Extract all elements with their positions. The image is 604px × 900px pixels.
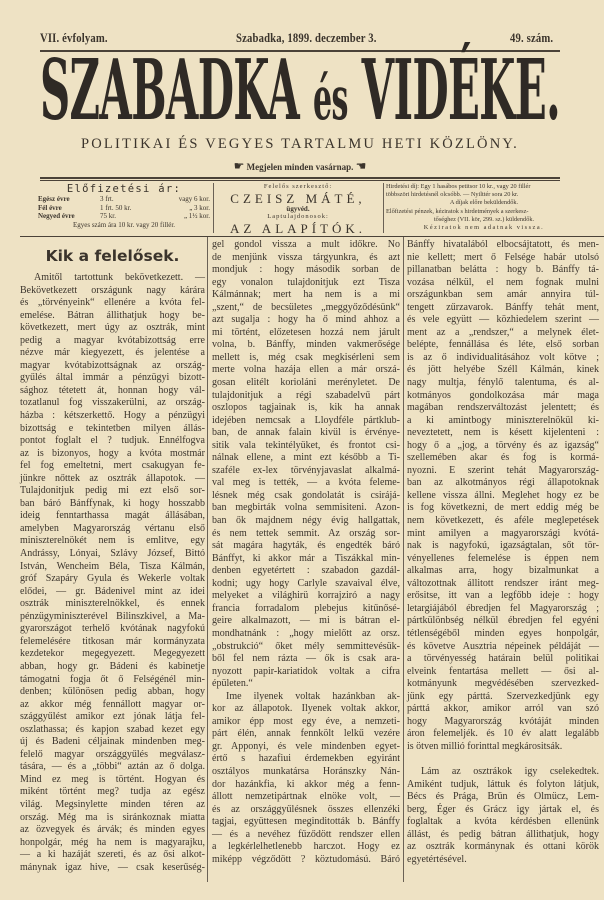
ads-text: Kéziratok nem adatnak vissza. xyxy=(423,224,545,232)
text-line: abban, hogy gr. Bádeni és kabinetje xyxy=(20,660,205,672)
text-line: párt élén, annak fennkölt lelkű vezére xyxy=(212,728,400,740)
column-divider xyxy=(403,237,404,882)
text-line: nem következett, és aféle meglepetések xyxy=(407,515,599,527)
text-line: nyozni. E szerint tehát Magyarország- xyxy=(407,464,599,476)
text-line: alkalmas arra, hogy bizalmunkat a xyxy=(407,565,599,577)
text-line: magában rendszerváltozást jelentett; és xyxy=(407,402,599,414)
text-line: az özvegyek és árvák; és minden egyes xyxy=(20,824,205,836)
text-line: kor az állapotok. Ilyenek voltak akkor, xyxy=(212,703,400,715)
issue-number: 49. szám. xyxy=(510,30,554,45)
text-line: ban, de annak falain kivül is érvénye- xyxy=(212,427,400,439)
dateline: Szabadka, 1899. deczember 3. xyxy=(236,30,377,45)
publication-note-text: Megjelen minden vasárnap. xyxy=(246,162,354,172)
text-line: magyar kvótabizottságnak az ország- xyxy=(20,359,205,371)
pointing-hand-right-icon: ☛ xyxy=(233,159,245,173)
text-line: denben egyetértett : szabadon gazdál- xyxy=(212,565,400,577)
text-line: szellemében akar és fog is kormá- xyxy=(407,452,599,464)
text-line: pontot foglalt el ? tudjuk. Ennélfogva xyxy=(20,435,205,447)
single-copy-price: Egyes szám ára 10 kr. vagy 20 fillér. xyxy=(72,220,176,229)
text-line: a törvényesség határain belül politikai xyxy=(407,653,599,665)
article-column-3 xyxy=(407,239,599,866)
text-line: miniszterelnökét nem is emlitve, egy xyxy=(20,535,205,547)
text-line: amelyben Magyarország vértanu első xyxy=(20,522,205,534)
column-divider xyxy=(207,237,208,882)
text-line: Tulajdonitjuk pedig mi ezt első sor- xyxy=(20,485,205,497)
text-line: vényellenes felemelése is éppen nem xyxy=(407,552,599,564)
text-line: lésnek még csak gondolatát is csirájá- xyxy=(212,489,400,501)
text-line: elveink fentartása mellett — ősi al- xyxy=(407,665,599,677)
owners: AZ ALAPÍTÓK. xyxy=(229,220,367,236)
text-line: berg, Éger és Grácz igy jártak el, és xyxy=(407,803,599,815)
text-line: szággyűlést amikor ezt jónak látja fel- xyxy=(20,711,205,723)
text-line: pártkülönbség nélkül ébredjen fel egyéni xyxy=(407,615,599,627)
text-line: oszlathassa; és kapjon szabad kezet egy xyxy=(20,723,205,735)
text-line: nagy multja, fénylő talentuma, és al- xyxy=(407,377,599,389)
text-line: kotmányos gondolkozása már maga xyxy=(407,389,599,401)
text-line: hogy ő a „jog, a törvény és az igazság“ xyxy=(407,439,599,451)
text-line: Amitől tartottunk bekövetkezett. — xyxy=(34,272,205,283)
text-line: ban az alkotmányos régi állapotoknak xyxy=(407,477,599,489)
text-line: pedig a magyar kvótabizottság erre xyxy=(20,334,205,346)
text-line: azt sugalja : hogy ha ő mind ahhoz a xyxy=(212,314,400,326)
article-column-1 xyxy=(20,272,205,874)
box-divider xyxy=(213,183,214,233)
text-line: áron felemeljék. és 10 év alatt legalább xyxy=(407,728,599,740)
text-line: sitik vala tekintélyüket, és frontot csi- xyxy=(212,439,400,451)
title-end: VIDÉKE. xyxy=(361,42,560,140)
text-line: kodni; ugy hogy Carlyle szavaival élve, xyxy=(212,577,400,589)
editor-name: CZEISZ MÁTÉ, xyxy=(230,190,366,206)
text-line: mint amilyen a magyarországi kvótá- xyxy=(407,527,599,539)
text-line: világ. Megsinylette minden téren az xyxy=(20,798,205,810)
title-main: SZABADKA xyxy=(40,42,300,140)
text-line: kellene vissza állni. Meglehet hogy ez be xyxy=(407,489,599,501)
text-line: osztrák miniszterelnökkel, és ennek xyxy=(20,598,205,610)
text-line: és nem tettek semmit. Az ország sor- xyxy=(212,527,400,539)
publication-note xyxy=(40,159,560,173)
editor-profession: ügyvéd. xyxy=(286,204,310,213)
text-line: vozása nélkül, el nem fognak mulni xyxy=(407,276,599,288)
text-line: tengett zűrzavarok. Bánffy tehát ment, xyxy=(407,301,599,313)
text-line: merte volna hazája ellen a már orszá- xyxy=(212,364,400,376)
text-line: házba : kétszerkettő. Hogy a pénzügyi xyxy=(20,410,205,422)
masthead-rule xyxy=(40,177,560,179)
text-line: volna, b. Bánffy, minden vakmerősége xyxy=(212,339,400,351)
text-line: „szent,“ de becsületes „meggyőződésünk“ xyxy=(212,301,400,313)
text-line: nyozott papir-kariatidok voltak a cifra xyxy=(212,665,400,677)
text-line: osztályos munkatársa Horánszky Nán- xyxy=(212,765,400,777)
text-line: val meg is tették, — a kvóta feleme- xyxy=(212,477,400,489)
box-divider xyxy=(383,183,384,233)
text-line: kezdetekor megegyezett. Megegyezett xyxy=(20,648,205,660)
text-line: ből fel nem rázta — ők is csak ara- xyxy=(212,653,400,665)
text-line: az akkor még fennállott magyar or- xyxy=(20,698,205,710)
text-line: épületen.“ xyxy=(212,678,253,690)
title-conjunction: és xyxy=(313,63,348,134)
text-line: állást, és pedig bátran állithatjuk, hogy xyxy=(407,828,599,840)
text-line: egyetértésével. xyxy=(407,853,467,865)
text-line: Ime ilyenek voltak hazánkban ak- xyxy=(226,690,400,702)
text-line: „obstrukció“ őket mély semmittevésük- xyxy=(212,640,400,652)
owners-label: Laptulajdonosok: xyxy=(267,213,329,221)
ads-text: A díjak előre beküldendők. xyxy=(449,199,519,207)
text-line: denben; különösen pedig abban, hogy xyxy=(20,686,205,698)
text-line: ország. Még ma is siránkoznak miatta xyxy=(20,811,205,823)
text-line: következett, mert úgy az osztrák, mint xyxy=(20,322,205,334)
ads-text: többszöri hirdetésnél olcsóbb. — Nyilttér sora 20 kr. xyxy=(386,191,519,199)
text-line: tulajdonitjuk a régi szabadelvű párt xyxy=(212,389,400,401)
text-line: országunkban sem amár annyira túl- xyxy=(407,289,599,301)
text-line: a ki amintbogy miniszterelnökül ki- xyxy=(407,414,599,426)
text-line: Bekövetkezett országunk nagy kárára xyxy=(20,284,205,296)
text-line: miképp végződött ? köztudomású. Báró xyxy=(212,853,400,865)
text-line: — és a nevéhez fűződött rendszer ellen xyxy=(212,828,400,840)
article-column-2 xyxy=(212,239,400,866)
text-line: ideig fenntarthassa magát állásában, xyxy=(20,510,205,522)
editor-box xyxy=(215,183,381,236)
text-line: gosan elitélt korioláni merényletet. De xyxy=(212,377,400,389)
text-line: miként történt meg? tudja az egész xyxy=(20,786,205,798)
ads-text: tőséghez (VII. kör, 299. sz.) küldendők. xyxy=(433,215,535,223)
text-line: felelő magyar országgyűlés megválasz- xyxy=(20,748,205,760)
text-line: belépte, fennállása és léte, első sorban xyxy=(407,339,599,351)
text-line: gr. Apponyi, és vele mindenben egyet- xyxy=(212,740,400,752)
text-line: letargiájából ébredjen fel Magyarország ; xyxy=(407,602,599,614)
text-line: ment az a „rendszer,“ a melynek élet- xyxy=(407,326,599,338)
text-line: ban megbirták volna semmisiteni. Azon- xyxy=(212,502,400,514)
text-line: mi történt, előzetesen hozzá nem járult xyxy=(212,326,400,338)
text-line: változottnak állitott rendszer iránt meg- xyxy=(407,577,599,589)
text-line: szaféle ex-lex törvényjavaslat alkalmá- xyxy=(212,464,400,476)
text-line: és követve Ausztria népeinek példáját — xyxy=(407,640,599,652)
text-line: mánynak igaz hive, — csak keserűség- xyxy=(20,861,205,873)
text-line: de menjünk vissza tárgyunkra, és azt xyxy=(212,251,400,263)
text-line: Bánffyt, ki akkor már a Tiszákkal min- xyxy=(212,552,400,564)
ads-text: Előfizetési pénzek, kéziratok s hirdetmények a szerkesz- xyxy=(386,207,529,215)
text-line: jünk egy párttá. Szervezkedjünk egy xyxy=(407,690,599,702)
text-line: foglaltak a kvóta kérdésben ellenünk xyxy=(407,816,599,828)
subscription-heading: Előfizetési ár: xyxy=(66,183,182,195)
text-line: is fog következni, de mert eddig még be xyxy=(407,502,599,514)
subscription-row: Negyed évre 75 kr. „ 1½ kor. xyxy=(38,212,210,221)
text-line: Kálmánnak; mert ha nem is a mi xyxy=(212,289,400,301)
text-line: gel gondol vissza a mult időkre. No xyxy=(212,239,400,250)
text-line: István, Wencheim Béla, Tisza Kálmán, xyxy=(20,560,205,572)
text-line: tagjai, együttesen meginditották b. Bánffy xyxy=(212,816,400,828)
text-line: támogatni fogja őt ő Felségénél min- xyxy=(20,673,205,685)
text-line: bizottság e tekintetben milyen állás- xyxy=(20,422,205,434)
pointing-hand-left-icon: ☚ xyxy=(355,159,367,173)
text-line: neveztetett, nem is késett kijelenteni : xyxy=(407,427,599,439)
text-line: az osztrák kormánynak és ottani körök xyxy=(407,841,599,853)
text-line: geire alkalmazott, — mi is bátran el- xyxy=(212,615,400,627)
text-line: emelése. Bátran állithatjuk hogy be- xyxy=(20,309,205,321)
text-line: új és Badeni céljainak mindenben meg- xyxy=(20,736,205,748)
text-line: oszlopos tagjainak is, kik ha annak xyxy=(212,402,400,414)
newspaper-title xyxy=(40,42,560,140)
text-line: erősitse, itt van a legfőbb ideje : hogy xyxy=(407,590,599,602)
text-line: ban báró Bánffynak, ki hogy hosszabb xyxy=(20,497,205,509)
article-title: Kik a felelősek. xyxy=(45,247,180,265)
text-line: felemelésére titkosan már kormányzata xyxy=(20,635,205,647)
text-line: amikor épp most egy éve, a nemzeti- xyxy=(212,715,400,727)
text-line: gyűlés által immár a pénzügyi bizott- xyxy=(20,372,205,384)
text-line: és vele együtt — közhiedelem szerint — xyxy=(407,314,599,326)
text-line: mondjuk : hogy második sorban de xyxy=(212,264,400,276)
text-line: francia forradalom plebejus kitűnősé- xyxy=(212,602,400,614)
text-line: hogy Magyarország kvótáját minden xyxy=(407,715,599,727)
text-line: sát magára hagyták, és engedték báró xyxy=(212,540,400,552)
subscription-box xyxy=(38,183,210,233)
text-line: ban ők majdnem négy évig hallgattak, xyxy=(212,515,400,527)
subscription-row: Fél évre 1 frt. 50 kr. „ 3 kor. xyxy=(38,203,210,212)
text-line: mondhatnánk : „hogy mielőtt az orsz. xyxy=(212,627,400,639)
text-line: állott nemzetipártnak elnöke volt, — xyxy=(212,791,400,803)
text-line: elődei, — gr. Bádenivel mint az idei xyxy=(20,585,205,597)
masthead-rule-thin xyxy=(40,180,560,181)
text-line: és jött helyébe Széll Kálmán, kinek xyxy=(407,364,599,376)
text-line: melyeket a világhirü korrajziró a nagy xyxy=(212,590,400,602)
ads-text: Hirdetési díj: Egy 1 hasábos petitsor 10 kr., vagy 20 fillér xyxy=(386,183,531,190)
text-line: dor hazánkfia, ki akkor még a fenn- xyxy=(212,778,400,790)
text-line: nak is nagyfokú, igazságtalan, sőt tör- xyxy=(407,540,599,552)
paragraph-gap xyxy=(407,753,599,766)
columns-top-rule xyxy=(20,236,604,237)
text-line: Bécs és Prága, Brün és Olmücz, Lem- xyxy=(407,791,599,803)
text-line: Lám az osztrákok igy cselekedtek. xyxy=(421,765,599,777)
text-line: pénzügyminiszterével Bilinszkivel, a Ma- xyxy=(20,610,205,622)
text-line: sághoz tétetett át, honnan hogy vál- xyxy=(20,384,205,396)
text-line: pillanatban belátta : hogy b. Bánffy tá- xyxy=(407,264,599,276)
text-line: Andrássy, Lónyai, Szlávy József, Bittó xyxy=(20,548,205,560)
text-line: párttá akkor, amikor arról van szó xyxy=(407,703,599,715)
text-line: is az ő individualitásához volt kötve ; xyxy=(407,351,599,363)
text-line: tétlenségéből minden egyes honpolgár, xyxy=(407,627,599,639)
text-line: jünkre nőttek az osztrák állapotok. — xyxy=(20,472,205,484)
text-line: kotmányunk megvédésében szervezked- xyxy=(407,678,599,690)
text-line: is ötven millió forinttal megkárositsák. xyxy=(407,740,563,752)
text-line: az is bizonyos, hogy a kvóta mostmár xyxy=(20,447,205,459)
text-line: gróf Szapáry Gyula és Wekerle voltak xyxy=(20,573,205,585)
text-line: nie kellett; mert ő Felsége habár utolsó xyxy=(407,251,599,263)
volume-label: VII. évfolyam. xyxy=(40,30,108,45)
text-line: tására, — és a „többi“ aztán az ő dolga. xyxy=(20,761,205,773)
text-line: és „törvényeink“ ellenére a kvóta fel- xyxy=(20,297,205,309)
text-line: a legkérlelhetlenebb harczot. Hogy ez xyxy=(212,841,400,853)
text-line: honpolgár, még ha nem is magyarajku, xyxy=(20,836,205,848)
text-line: nálnak ellene, a mint ezt később a Ti- xyxy=(212,452,400,464)
text-line: Mind ez meg is történt. Hogyan és xyxy=(20,773,205,785)
text-line: gyarországot terhelő kvótának nagyfokú xyxy=(20,623,205,635)
editor-label: Felelős szerkesztő: xyxy=(263,183,333,190)
text-line: Amiként tudjuk, láttuk és folyton látjuk, xyxy=(407,778,599,790)
text-line: Bánffy hivatalából elbocsájtatott, és men- xyxy=(407,239,599,250)
text-line: mellett is, még csak megkisérleni sem xyxy=(212,351,400,363)
text-line: nézve már kiegyezett, és jelentése a xyxy=(20,347,205,359)
ads-box xyxy=(386,183,582,233)
text-line: értő s hazafiui érdemekben egyiránt xyxy=(212,753,400,765)
subtitle: POLITIKAI ÉS VEGYES TARTALMU HETI KÖZLÖNY. xyxy=(81,136,519,152)
subscription-row: Egész évre 3 frt. vagy 6 kor. xyxy=(38,195,210,203)
text-line: idejében nemcsak a Lloydféle pártklub- xyxy=(212,414,400,426)
text-line: tozatlanul fog visszakerülni, az ország- xyxy=(20,397,205,409)
text-line: — a ki hazáját szereti, és az ősi alkot- xyxy=(20,849,205,861)
text-line: fel fog emeltetni, mert csakugyan fe- xyxy=(20,460,205,472)
text-line: egy vonalon tulajdonitjuk ezt Tisza xyxy=(212,276,400,288)
text-line: és az országgyűlésnek összes ellenzéki xyxy=(212,803,400,815)
